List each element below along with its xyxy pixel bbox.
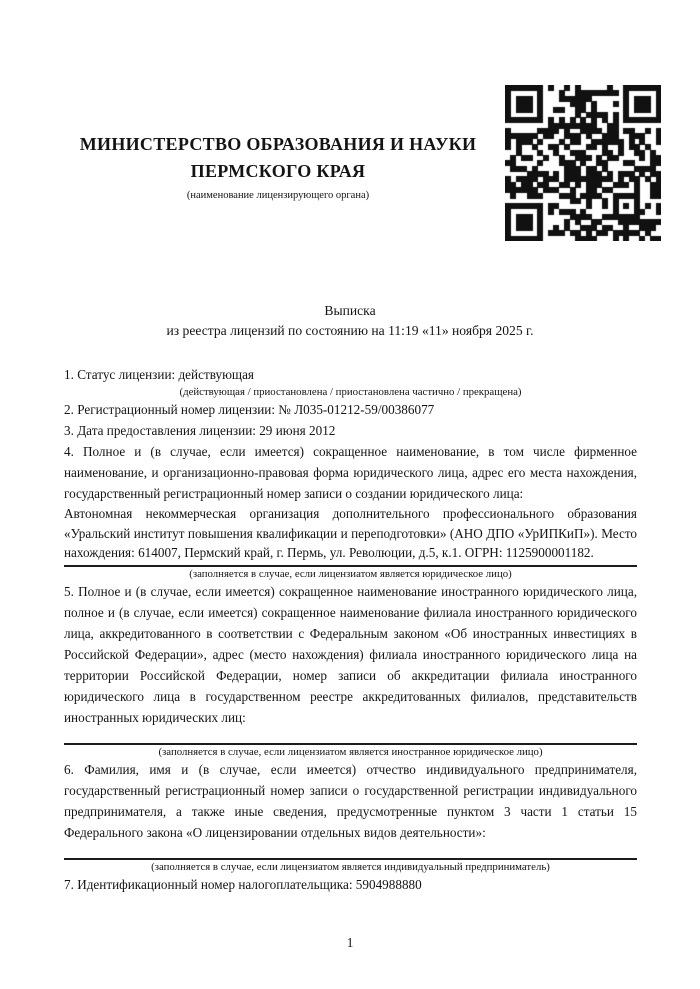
legal-entity-value: Автономная некоммерческая организация дополнительного профессионального образования «Уральский институт повышения квалификации и переподготовки» (АНО ДПО «УрИПКиП»). Место нахождения: 614007, Пермский край, г. Пермь, ул. Революции, д.5, к.1. ОГРН: 1125900001182. [64, 506, 637, 560]
license-grant-date-line: 3. Дата предоставления лицензии: 29 июня 2012 [64, 423, 336, 438]
document-title [0, 301, 700, 341]
ministry-header [64, 131, 492, 202]
document-title-line1: Выписка [324, 303, 376, 318]
license-status-line: 1. Статус лицензии: действующая [64, 367, 255, 382]
qr-code-canvas [505, 85, 661, 241]
legal-entity-fill-caption: (заполняется в случае, если лицензиатом является юридическое лицо) [189, 567, 512, 580]
foreign-entity-underline [64, 743, 637, 745]
registration-number-line: 2. Регистрационный номер лицензии: № Л035-01212-59/00386077 [64, 402, 435, 417]
individual-entrepreneur-label: 6. Фамилия, имя и (в случае, если имеется) отчество индивидуального предпринимателя, государственный регистрационный номер записи о государственной регистрации индивидуального предпринимателя, а также иные сведения, предусмотренные пунктом 3 части 1 статьи 15 Федерального закона «О лицензировании отдельных видов деятельности»: [64, 761, 637, 840]
legal-entity-label: 4. Полное и (в случае, если имеется) сокращенное наименование, в том числе фирменное наименование, и организационно-правовая форма юридического лица, адрес его места нахождения, государственный регистрационный номер записи о создании юридического лица: [64, 444, 637, 501]
page-number: 1 [346, 935, 354, 950]
ministry-caption: (наименование лицензирующего органа) [186, 190, 370, 201]
taxpayer-id-line: 7. Идентификационный номер налогоплательщика: 5904988880 [64, 876, 422, 892]
qr-code [505, 85, 661, 241]
document-title-line2: из реестра лицензий по состоянию на 11:19 «11» ноября 2025 г. [166, 323, 534, 338]
ministry-name-line1: МИНИСТЕРСТВО ОБРАЗОВАНИЯ И НАУКИ [79, 134, 477, 154]
individual-entrepreneur-underline [64, 858, 637, 860]
ministry-name-line2: ПЕРМСКОГО КРАЯ [190, 161, 366, 181]
license-status-options-caption: (действующая / приостановлена / приостановлена частично / прекращена) [179, 386, 522, 398]
legal-entity-underline [64, 565, 637, 567]
foreign-entity-fill-caption: (заполняется в случае, если лицензиатом является иностранное юридическое лицо) [158, 745, 543, 758]
foreign-entity-label: 5. Полное и (в случае, если имеется) сокращенное наименование иностранного юридического лица, полное и (в случае, если имеется) сокращенное наименование филиала иностранного юридического лица, аккредитованного в соответствии с Федеральным законом «Об иностранных инвестициях в Российской Федерации», адрес (место нахождения) филиала иностранного юридического лица на территории Российской Федерации, номер записи об аккредитации филиала иностранного юридического лица в государственном реестре аккредитованных филиалов, представительств иностранных юридических лиц: [64, 583, 637, 725]
document-body [64, 364, 637, 895]
individual-entrepreneur-fill-caption: (заполняется в случае, если лицензиатом является индивидуальный предприниматель) [151, 860, 550, 873]
